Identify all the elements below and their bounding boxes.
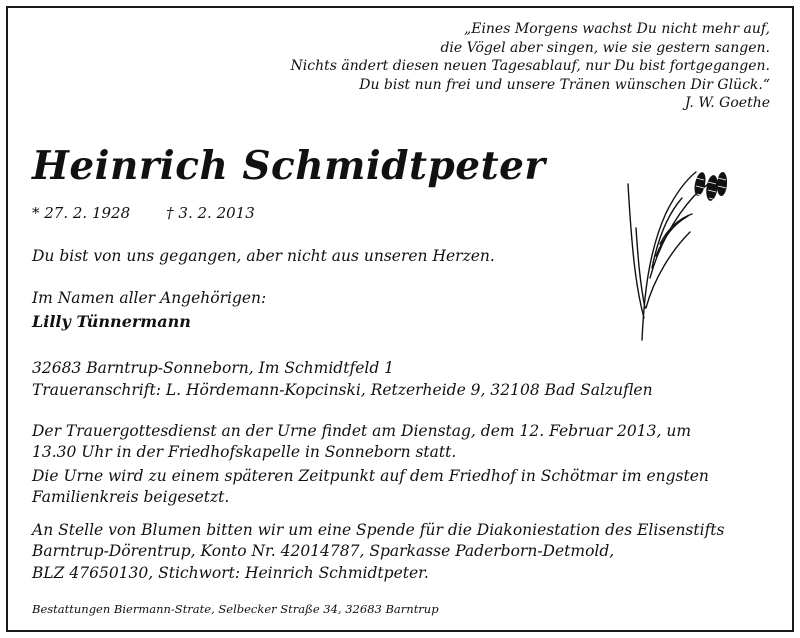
- donation-line: An Stelle von Blumen bitten wir um eine Spende für die Diakoniestation des Elisenstifts: [32, 521, 725, 539]
- poem-line: die Vögel aber singen, wie sie gestern sangen.: [440, 39, 770, 56]
- life-dates: [32, 204, 255, 222]
- mourners-intro: Im Namen aller Angehörigen:: [32, 289, 267, 307]
- grass-stalk-icon: [624, 158, 734, 343]
- poem-line: „Eines Morgens wachst Du nicht mehr auf,: [463, 21, 770, 37]
- deceased-name: Heinrich Schmidtpeter: [32, 143, 546, 189]
- donation-line: BLZ 47650130, Stichwort: Heinrich Schmidtpeter.: [32, 564, 429, 582]
- epitaph: Du bist von uns gegangen, aber nicht aus unseren Herzen.: [32, 247, 495, 265]
- death-date: † 3. 2. 2013: [166, 204, 255, 222]
- poem-author: J. W. Goethe: [684, 95, 770, 112]
- obituary-card: [6, 6, 794, 632]
- poem-line: Nichts ändert diesen neuen Tagesablauf, nur Du bist fortgegangen.: [290, 58, 770, 75]
- mourner-name: Lilly Tünnermann: [32, 312, 191, 331]
- home-address: 32683 Barntrup-Sonneborn, Im Schmidtfeld 1: [32, 359, 395, 377]
- burial-line: Die Urne wird zu einem späteren Zeitpunkt auf dem Friedhof in Schötmar im engsten: [32, 467, 709, 485]
- service-line: 13.30 Uhr in der Friedhofskapelle in Sonneborn statt.: [32, 443, 457, 461]
- donation-line: Barntrup-Dörentrup, Konto Nr. 42014787, Sparkasse Paderborn-Detmold,: [32, 542, 615, 560]
- mourning-address: Traueranschrift: L. Hördemann-Kopcinski, Retzerheide 9, 32108 Bad Salzuflen: [32, 381, 653, 399]
- birth-date: * 27. 2. 1928: [32, 204, 131, 222]
- service-line: Der Trauergottesdienst an der Urne findet am Dienstag, dem 12. Februar 2013, um: [32, 422, 692, 440]
- funeral-home-footer: Bestattungen Biermann-Strate, Selbecker Straße 34, 32683 Barntrup: [32, 602, 439, 616]
- burial-line: Familienkreis beigesetzt.: [32, 488, 230, 506]
- poem-line: Du bist nun frei und unsere Tränen wünschen Dir Glück.“: [359, 76, 770, 93]
- goethe-poem: [291, 20, 771, 113]
